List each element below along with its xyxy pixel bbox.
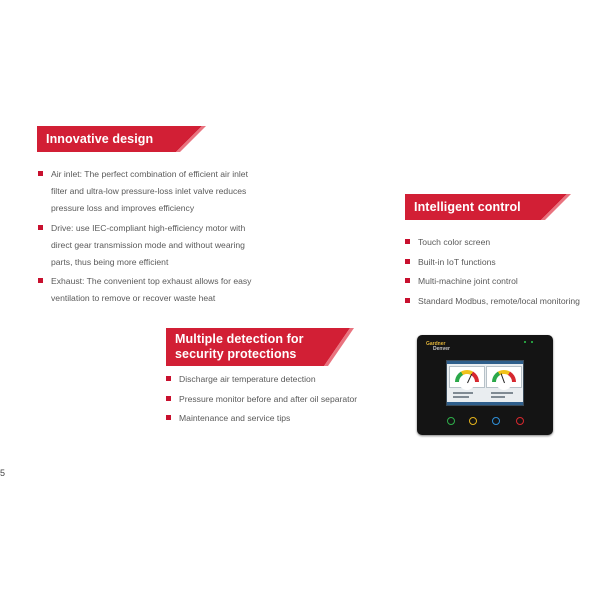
list-item: Built-in IoT functions	[405, 254, 595, 271]
multiple-detection-list	[166, 371, 366, 430]
innovative-design-heading	[37, 126, 202, 152]
screen-readout-line	[491, 396, 505, 398]
list-item: Touch color screen	[405, 234, 595, 251]
temperature-gauge-icon	[486, 366, 522, 388]
pressure-gauge-icon	[449, 366, 485, 388]
brand-logo: Gardner Denver	[426, 341, 450, 352]
screen-readout-line	[453, 392, 473, 394]
intelligent-control-list	[405, 234, 595, 312]
screen-readout-line	[453, 396, 469, 398]
page-number: 5	[0, 468, 6, 478]
innovative-design-list	[38, 166, 278, 310]
heading-text: Innovative design	[46, 132, 154, 146]
status-led-icon	[531, 341, 533, 343]
list-item: Pressure monitor before and after oil separator	[166, 391, 366, 408]
list-item: Discharge air temperature detection	[166, 371, 366, 388]
stop-button-icon	[516, 417, 524, 425]
warning-button-icon	[469, 417, 477, 425]
mode-button-icon	[492, 417, 500, 425]
intelligent-control-heading	[405, 194, 567, 220]
list-item: Standard Modbus, remote/local monitoring	[405, 293, 595, 310]
device-screen	[446, 360, 524, 406]
list-item: Air inlet: The perfect combination of efficient air inlet filter and ultra-low pressure-loss inlet valve reduces pressure loss and improves efficiency	[38, 166, 278, 217]
status-led-icon	[524, 341, 526, 343]
start-button-icon	[447, 417, 455, 425]
list-item: Maintenance and service tips	[166, 410, 366, 427]
multiple-detection-heading	[166, 328, 350, 366]
screen-header-bar	[447, 361, 523, 364]
list-item: Drive: use IEC-compliant high-efficiency motor with direct gear transmission mode and without wearing parts, thus being more efficient	[38, 220, 278, 271]
list-item: Exhaust: The convenient top exhaust allows for easy ventilation to remove or recover waste heat	[38, 273, 278, 307]
controller-touchscreen-image	[417, 335, 553, 435]
heading-text: Multiple detection for security protections	[175, 332, 304, 361]
screen-readout-line	[491, 392, 513, 394]
screen-footer-bar	[447, 402, 523, 405]
list-item: Multi-machine joint control	[405, 273, 595, 290]
heading-text: Intelligent control	[414, 200, 521, 214]
